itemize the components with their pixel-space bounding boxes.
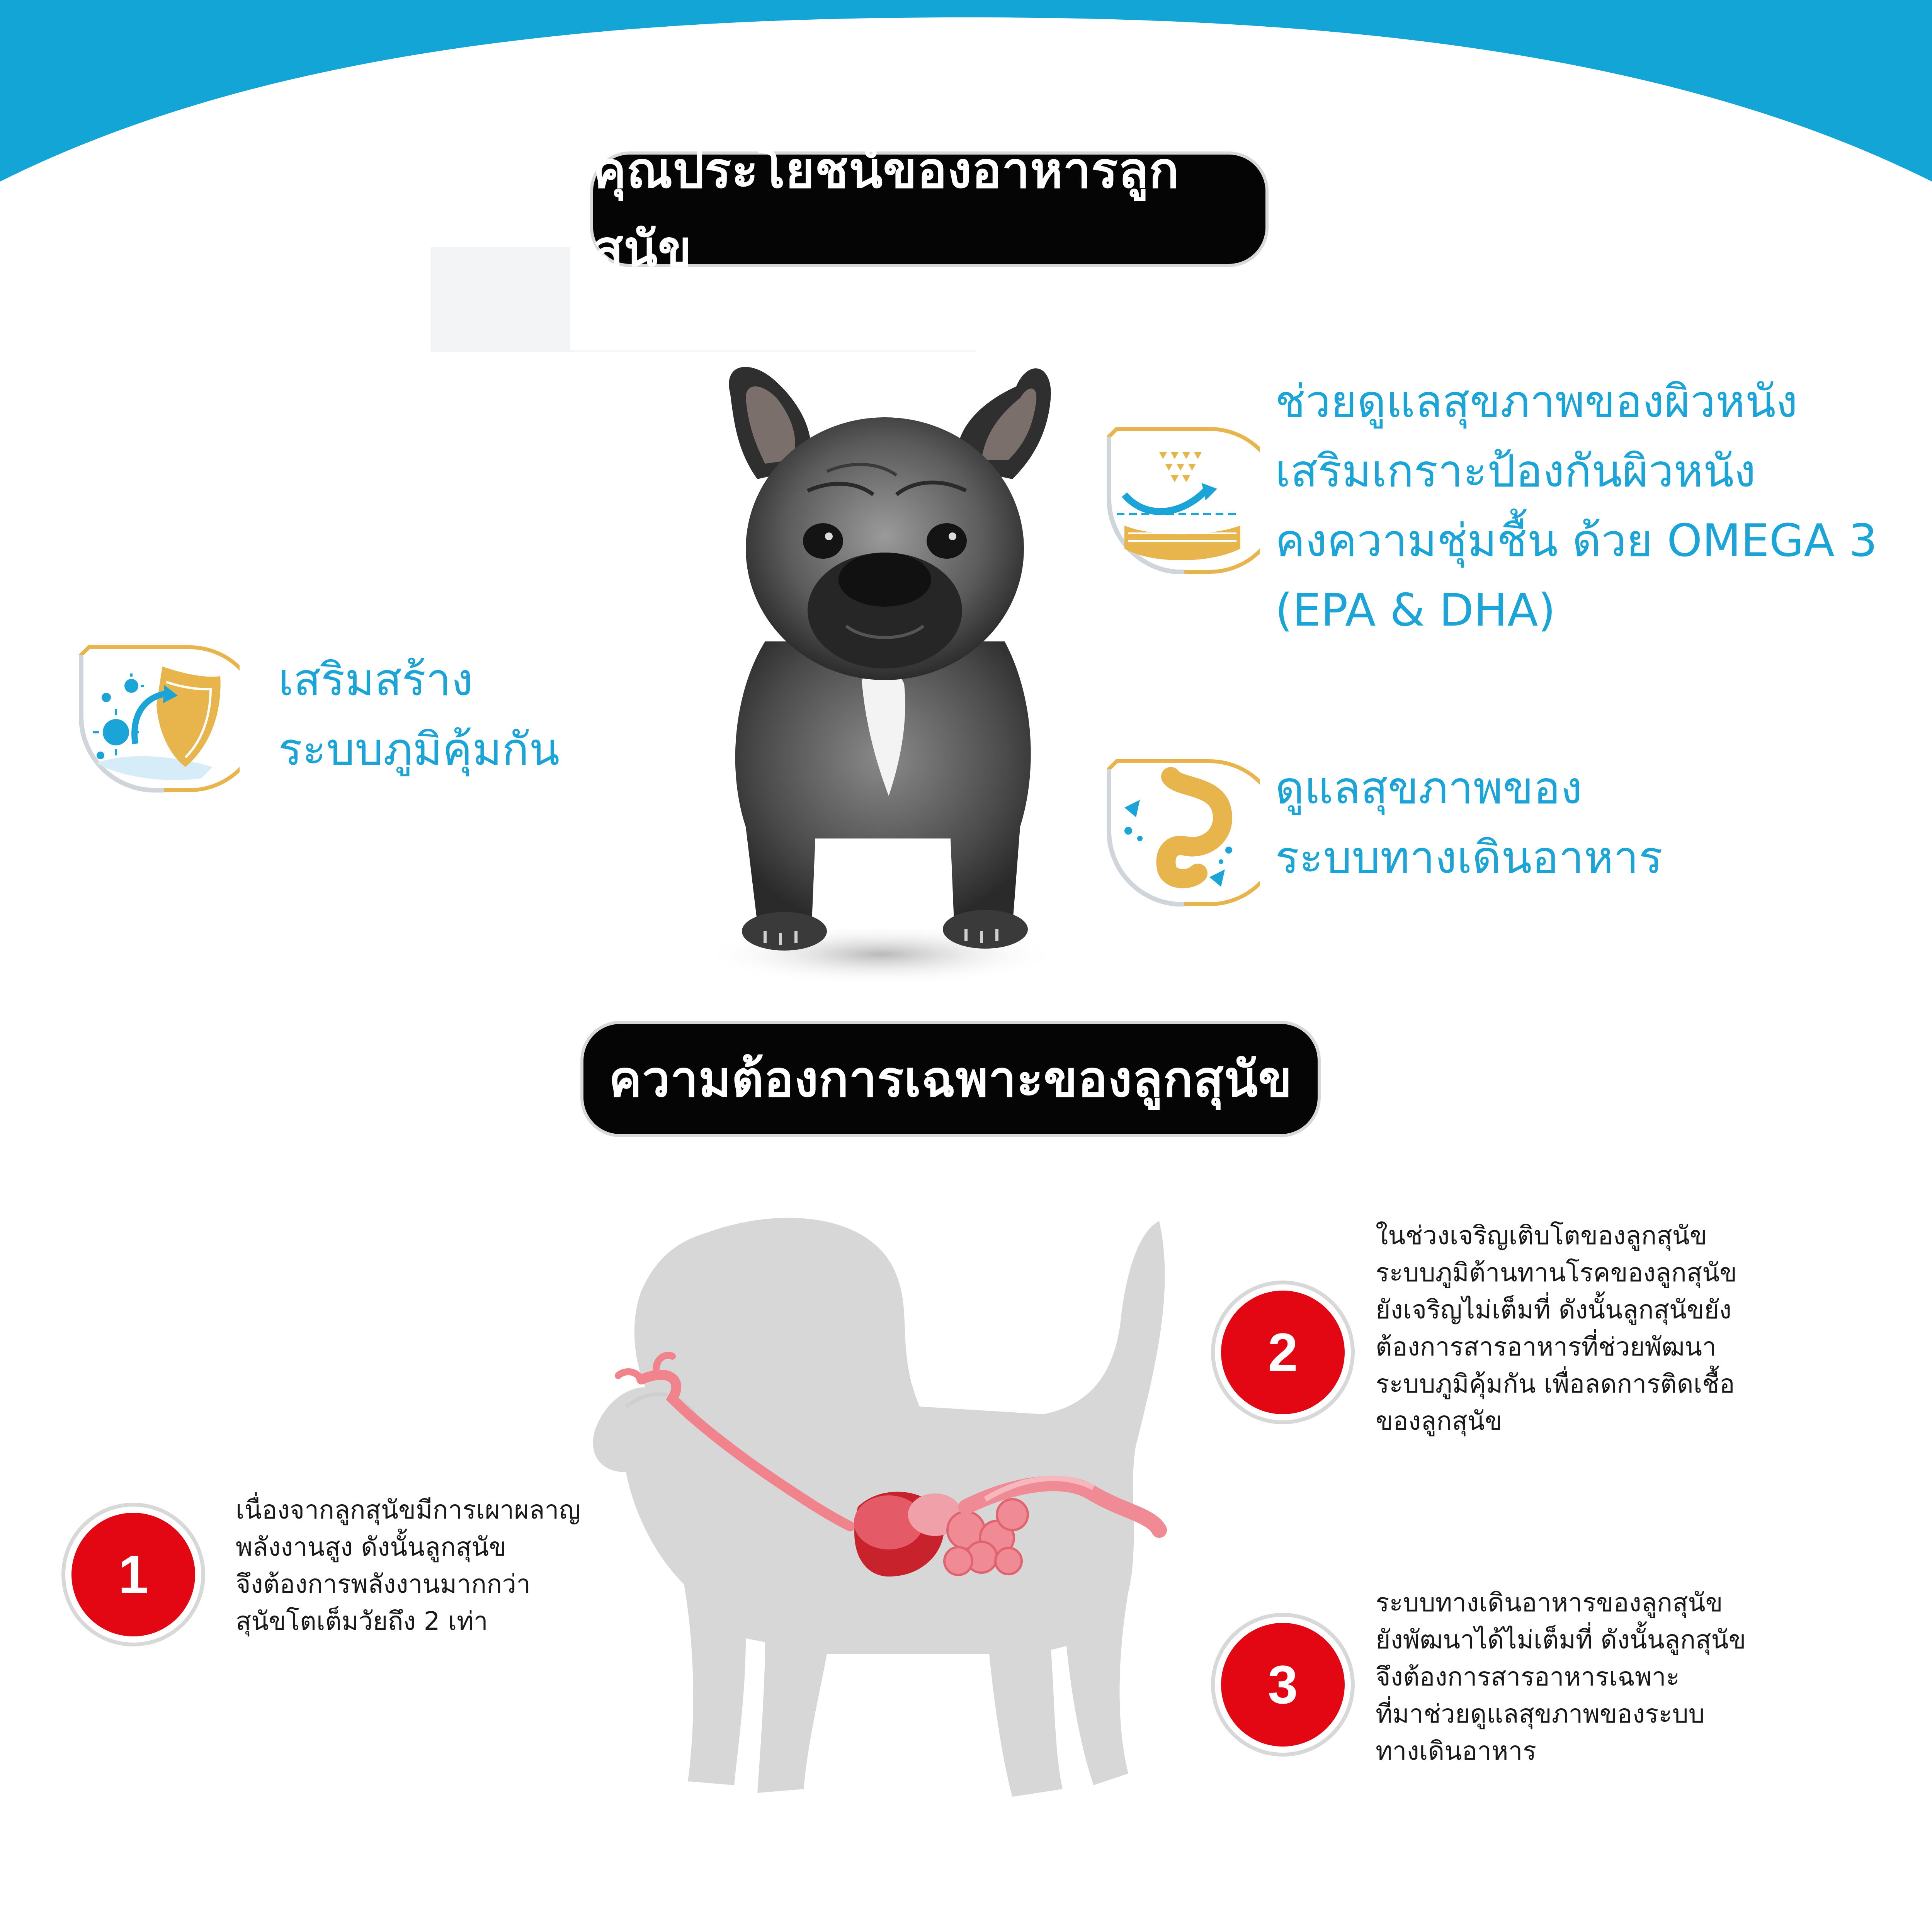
benefit-digestive-line: ระบบทางเดินอาหาร — [1275, 832, 1663, 884]
need-number: 1 — [118, 1544, 148, 1605]
benefit-immune-text — [278, 645, 560, 784]
benefit-immune-line: ระบบภูมิคุ้มกัน — [278, 723, 560, 776]
need-1-line: เนื่องจากลูกสุนัขมีการเผาผลาญ — [236, 1495, 581, 1525]
section-title-needs-text: ความต้องการเฉพาะของลูกสุนัข — [609, 1051, 1293, 1108]
section-title-benefits — [593, 141, 1265, 278]
need-1-line: สุนัขโตเต็มวัยถึง 2 เท่า — [236, 1606, 488, 1636]
immune-shield-icon — [73, 639, 240, 798]
need-2-text — [1376, 1217, 1737, 1440]
benefit-skin-line: คงความชุ่มชื้น ด้วย OMEGA 3 — [1275, 515, 1878, 567]
need-3-line: ระบบทางเดินอาหารของลูกสุนัข — [1376, 1588, 1723, 1617]
need-3-line: จึงต้องการสารอาหารเฉพาะ — [1376, 1662, 1680, 1692]
need-2-line: ยังเจริญไม่เต็มที่ ดังนั้นลูกสุนัขยัง — [1376, 1295, 1732, 1325]
skin-barrier-icon — [1094, 421, 1260, 580]
need-number: 3 — [1268, 1654, 1298, 1715]
french-bulldog-photo — [680, 363, 1097, 989]
need-number-badge-3 — [1221, 1623, 1345, 1747]
need-number-badge-2 — [1221, 1291, 1345, 1414]
puppy-anatomy-illustration — [580, 1206, 1221, 1808]
benefit-skin-line: ช่วยดูแลสุขภาพของผิวหนัง — [1275, 376, 1798, 428]
benefit-skin-line: เสริมเกราะป้องกันผิวหนัง — [1275, 445, 1756, 497]
placeholder-panel — [431, 247, 570, 352]
need-2-line: ระบบภูมิคุ้มกัน เพื่อลดการติดเชื้อ — [1376, 1369, 1735, 1399]
need-2-line: ในช่วงเจริญเติบโตของลูกสุนัข — [1376, 1221, 1707, 1250]
benefit-digestive-line: ดูแลสุขภาพของ — [1275, 762, 1582, 814]
divider — [431, 350, 976, 352]
benefit-digestive-text — [1275, 753, 1663, 893]
need-2-line: ระบบภูมิต้านทานโรคของลูกสุนัข — [1376, 1258, 1737, 1287]
need-1-line: จึงต้องการพลังงานมากกว่า — [236, 1569, 531, 1599]
section-title-needs — [583, 1024, 1318, 1134]
need-2-line: ต้องการสารอาหารที่ช่วยพัฒนา — [1376, 1332, 1717, 1362]
need-3-text — [1376, 1584, 1746, 1770]
need-3-line: ทางเดินอาหาร — [1376, 1736, 1537, 1766]
need-number-badge-1 — [71, 1513, 195, 1636]
need-number: 2 — [1268, 1322, 1298, 1383]
need-3-line: ยังพัฒนาได้ไม่เต็มที่ ดังนั้นลูกสุนัข — [1376, 1625, 1746, 1655]
section-title-benefits-text: คุณประโยชน์ของอาหารลูกสุนัข — [593, 141, 1179, 278]
digestive-stomach-icon — [1094, 753, 1260, 912]
need-1-line: พลังงานสูง ดังนั้นลูกสุนัข — [236, 1532, 507, 1562]
benefit-skin-line: (EPA & DHA) — [1275, 584, 1556, 636]
benefit-immune-line: เสริมสร้าง — [278, 654, 473, 706]
need-2-line: ของลูกสุนัข — [1376, 1406, 1502, 1436]
need-1-text — [236, 1492, 581, 1640]
benefit-skin-text — [1275, 367, 1878, 645]
need-3-line: ที่มาช่วยดูแลสุขภาพของระบบ — [1376, 1699, 1705, 1729]
